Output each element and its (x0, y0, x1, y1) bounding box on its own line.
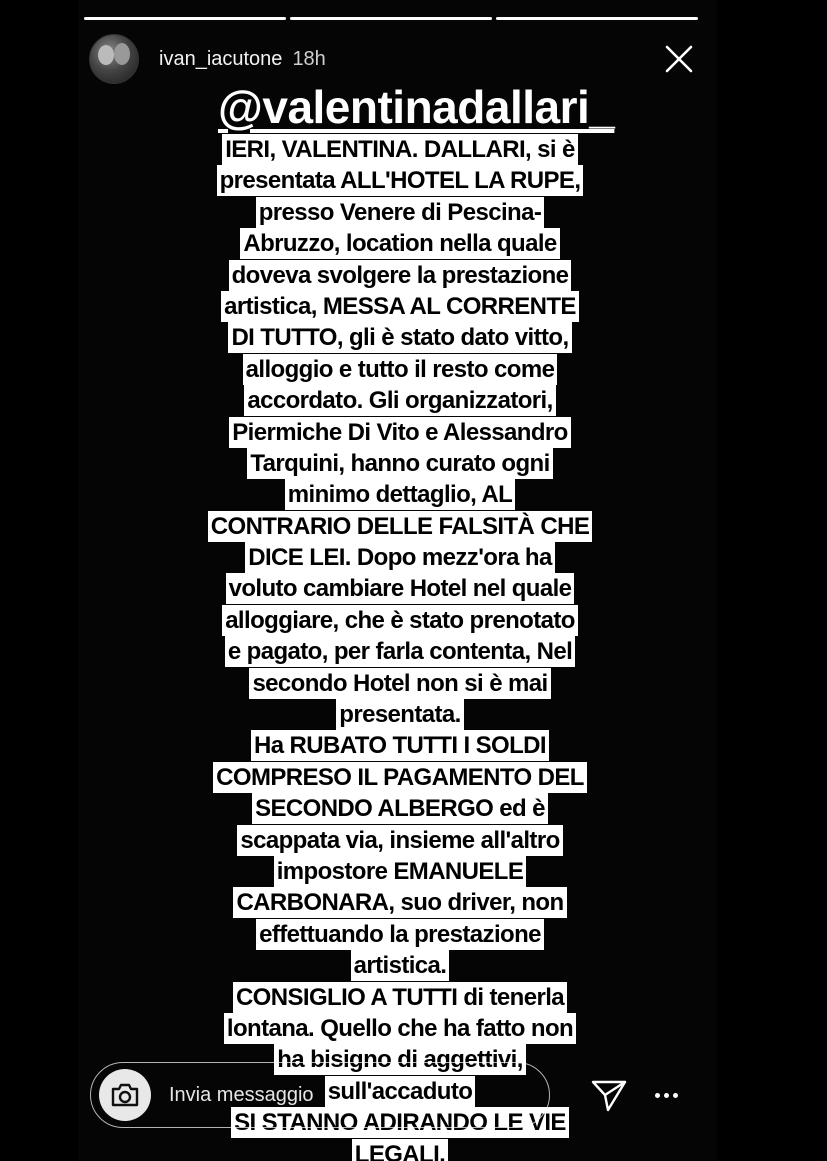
story-text-line (200, 699, 600, 730)
story-text-block (200, 134, 600, 1161)
story-text-line (200, 385, 600, 416)
mention-link[interactable]: @valentinadallari_ (218, 81, 615, 133)
story-text-line-label: accordato. Gli organizzatori, (244, 385, 555, 416)
story-text-line-label: e pagato, per farla contenta, Nel (225, 636, 575, 667)
story-text-line (200, 479, 600, 510)
story-text-line-label: effettuando la prestazione (256, 919, 544, 950)
story-text-line (200, 134, 600, 165)
story-text-line-label: minimo dettaglio, AL (285, 479, 515, 510)
story-text-line-label: presso Venere di Pescina- (256, 197, 544, 228)
progress-segment-3 (496, 17, 698, 20)
close-button[interactable] (660, 40, 698, 78)
story-text-line (200, 511, 600, 542)
story-text-line-label: DI TUTTO, gli è stato dato vitto, (228, 322, 571, 353)
avatar-photo-left (98, 45, 114, 65)
username[interactable]: ivan_iacutone (159, 47, 283, 70)
story-text-line-label: CARBONARA, suo driver, non (233, 887, 566, 918)
story-text-line-label: scappata via, insieme all'altro (237, 825, 562, 856)
story-text-line-label: artistica, MESSA AL CORRENTE (221, 291, 579, 322)
story-text-line-label: artistica. (351, 950, 450, 981)
more-icon-dot (664, 1093, 669, 1098)
right-margin (717, 0, 827, 1161)
more-options-button[interactable] (648, 1082, 684, 1108)
reply-bar (90, 1062, 698, 1128)
story-text-line (200, 825, 600, 856)
story-text-line-label: alloggiare, che è stato prenotato (222, 605, 578, 636)
avatar-photo-right (114, 43, 130, 65)
close-icon (660, 40, 698, 78)
story-text-line (200, 762, 600, 793)
story-text-line-label: Abruzzo, location nella quale (240, 228, 559, 259)
story-text-line-label: secondo Hotel non si è mai (249, 668, 550, 699)
story-text-line (200, 668, 600, 699)
progress-segment-2 (290, 17, 492, 20)
story-text-line-label: Ha RUBATO TUTTI I SOLDI (251, 730, 549, 761)
story-text-line-label: lontana. Quello che ha fatto non (224, 1013, 576, 1044)
story-text-line (200, 605, 600, 636)
more-icon-dot (673, 1093, 678, 1098)
camera-icon (110, 1082, 140, 1108)
send-button[interactable] (590, 1076, 628, 1114)
story-text-line (200, 417, 600, 448)
story-text-line-label: ha bisigno di aggettivi, (274, 1044, 526, 1075)
story-text-line (200, 228, 600, 259)
story-text-line (200, 950, 600, 981)
story-text-line-label: alloggio e tutto il resto come (243, 354, 558, 385)
story-text-line-label: COMPRESO IL PAGAMENTO DEL (213, 762, 587, 793)
story-text-line-label: SECONDO ALBERGO ed è (252, 793, 548, 824)
story-text-line (200, 793, 600, 824)
story-text-line-label: DICE LEI. Dopo mezz'ora ha (245, 542, 554, 573)
story-text-line-label: SI STANNO ADIRANDO LE VIE (231, 1107, 569, 1138)
story-text-line (200, 919, 600, 950)
progress-segment-1 (84, 17, 286, 20)
story-text-line (200, 1013, 600, 1044)
story-text-line-label: LEGALI. (352, 1139, 448, 1161)
story-text-line-label: Piermiche Di Vito e Alessandro (229, 417, 570, 448)
post-time: 18h (292, 47, 326, 70)
story-text-line-label: Tarquini, hanno curato ogni (247, 448, 552, 479)
story-text-line-label: IERI, VALENTINA. DALLARI, si è (222, 134, 578, 165)
story-text-line-label: CONSIGLIO A TUTTI di tenerla (233, 982, 567, 1013)
story-text-line-label: presentata. (336, 699, 463, 730)
story-text-line (200, 856, 600, 887)
story-text-line (200, 1139, 600, 1161)
story-text-line (200, 322, 600, 353)
story-text-line (200, 573, 600, 604)
story-header (89, 34, 326, 84)
avatar[interactable] (89, 34, 139, 84)
message-placeholder: Invia messaggio (169, 1083, 314, 1106)
story-text-line (200, 291, 600, 322)
left-margin (0, 0, 78, 1161)
send-icon (590, 1076, 628, 1114)
story-text-line-label: voluto cambiare Hotel nel quale (226, 573, 575, 604)
story-text-line (200, 197, 600, 228)
more-icon-dot (655, 1093, 660, 1098)
story-text-line-label: sull'accaduto (325, 1076, 476, 1107)
story-text-line-label: CONTRARIO DELLE FALSITÀ CHE (208, 511, 592, 542)
story-text-line (200, 260, 600, 291)
story-text-line-label: presentata ALL'HOTEL LA RUPE, (217, 165, 584, 196)
story-text-line (200, 982, 600, 1013)
message-input[interactable] (90, 1062, 550, 1128)
story-text-line (200, 165, 600, 196)
story-text-line-label: impostore EMANUELE (274, 856, 527, 887)
story-text-line (200, 354, 600, 385)
story-text-line (200, 636, 600, 667)
story-progress-bar (84, 17, 698, 20)
story-text-line (200, 730, 600, 761)
story-text-line (200, 887, 600, 918)
story-text-line-label: doveva svolgere la prestazione (229, 260, 572, 291)
story-text-line (200, 542, 600, 573)
camera-button[interactable] (99, 1069, 151, 1121)
story-text-line (200, 448, 600, 479)
